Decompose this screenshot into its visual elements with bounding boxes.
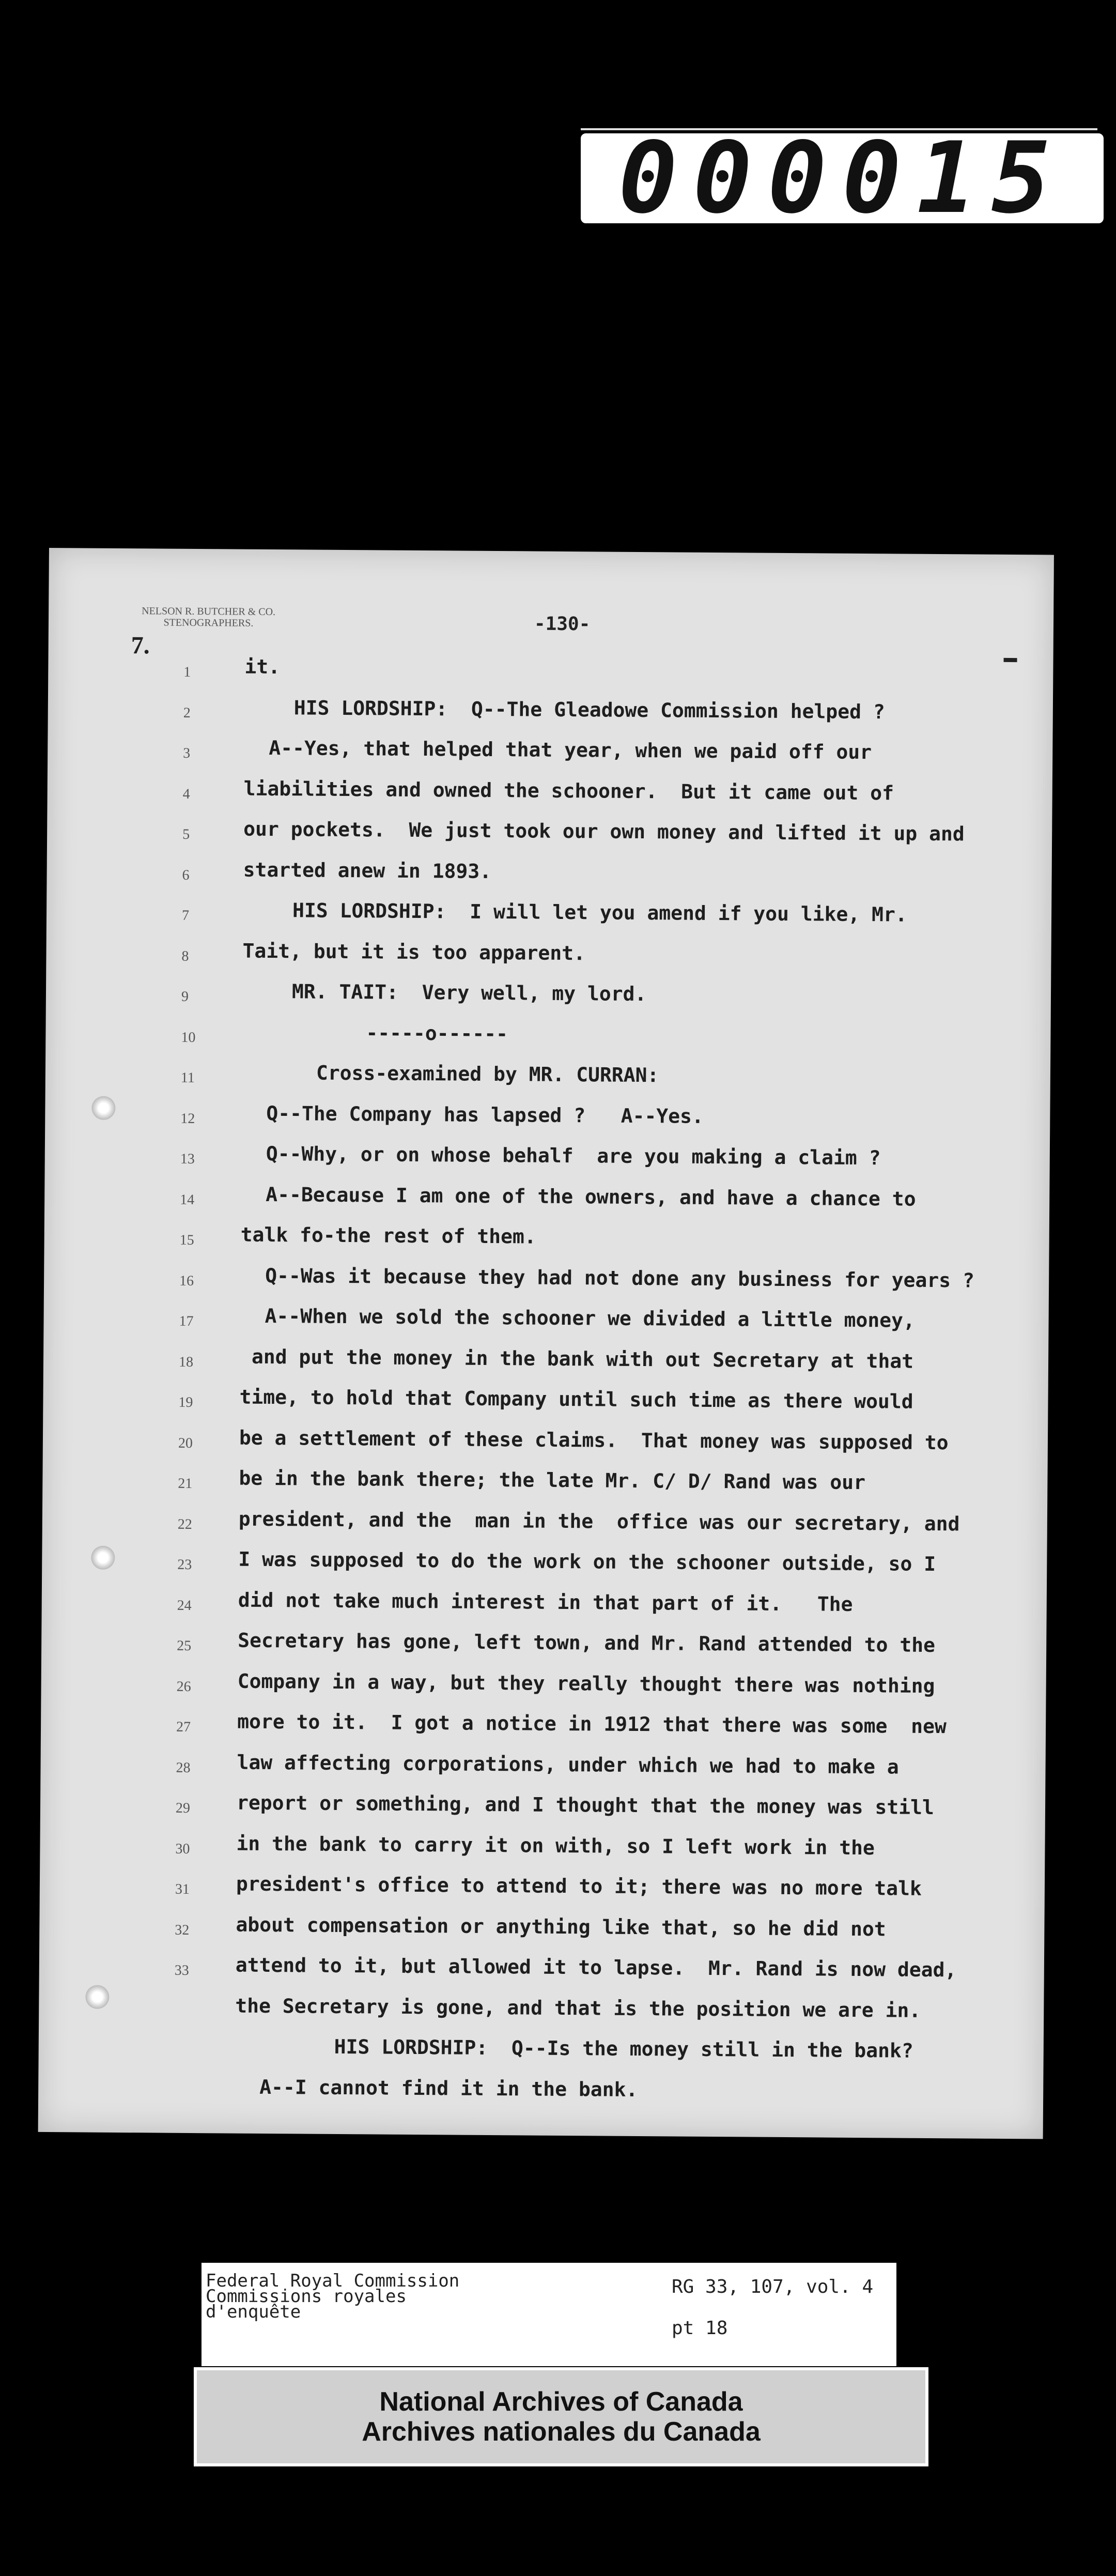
line-text: and put the money in the bank with out Secretary at that — [239, 1345, 914, 1373]
transcript-line — [43, 1424, 1048, 1473]
transcript-line — [40, 1871, 1045, 1920]
line-text: talk fo-the rest of them. — [240, 1223, 536, 1248]
line-text: attend to it, but allowed it to lapse. Mr. Rand is now dead, — [235, 1953, 957, 1982]
line-number: 25 — [177, 1637, 192, 1654]
line-number: 26 — [176, 1678, 191, 1695]
line-number: 23 — [177, 1556, 192, 1573]
line-text: law affecting corporations, under which we had to make a — [237, 1751, 899, 1778]
line-text: HIS LORDSHIP: Q--The Gleadowe Commission helped ? — [293, 696, 885, 723]
line-text: it. — [244, 655, 281, 679]
line-text: report or something, and I thought that the money was still — [236, 1791, 934, 1819]
transcript-line — [47, 775, 1052, 824]
transcript-line — [45, 1100, 1050, 1148]
transcript-line — [44, 1222, 1049, 1270]
line-number: 9 — [181, 988, 189, 1005]
line-text: Q--The Company has lapsed ? A--Yes. — [266, 1101, 704, 1128]
line-text: our pockets. We just took our own money and lifted it up and — [243, 817, 965, 846]
archive-name-en: National Archives of Canada — [379, 2387, 743, 2417]
stamp-line-1: NELSON R. BUTCHER & CO. — [142, 605, 276, 618]
frame-number-box — [581, 121, 1104, 235]
transcript-line — [46, 938, 1051, 986]
transcript-line — [47, 856, 1052, 905]
line-number: 21 — [178, 1475, 193, 1492]
line-number: 16 — [179, 1272, 194, 1289]
line-text: more to it. I got a notice in 1912 that there was some new — [237, 1710, 947, 1738]
label-line: Federal Royal Commission — [206, 2271, 460, 2291]
transcript-line — [39, 1952, 1044, 2001]
line-number: 3 — [183, 745, 191, 761]
line-text: Company in a way, but they really thought there was nothing — [237, 1669, 935, 1697]
line-number: 11 — [180, 1069, 195, 1086]
page-number: -130- — [534, 613, 591, 635]
transcript-line — [42, 1506, 1048, 1554]
line-text: A--I cannot find it in the bank. — [259, 2075, 638, 2101]
transcript-line — [44, 1181, 1050, 1230]
line-text: be a settlement of these claims. That money was supposed to — [239, 1426, 949, 1454]
transcript-line — [42, 1465, 1048, 1514]
line-text: president's office to attend to it; there was no more talk — [236, 1872, 922, 1900]
line-text: about compensation or anything like that, so he did not — [236, 1913, 886, 1940]
line-text: Secretary has gone, left town, and Mr. Rand attended to the — [238, 1629, 936, 1657]
transcript-line — [40, 1830, 1045, 1879]
line-number: 27 — [176, 1719, 191, 1735]
label-commission — [206, 2273, 459, 2320]
line-number: 17 — [179, 1313, 194, 1329]
line-number: 28 — [176, 1759, 191, 1776]
line-number: 22 — [177, 1516, 192, 1532]
line-text: Cross-examined by MR. CURRAN: — [316, 1061, 659, 1087]
stamp-line-2: STENOGRAPHERS. — [163, 617, 254, 629]
transcript-line — [41, 1587, 1047, 1635]
margin-mark: 7. — [131, 632, 150, 660]
line-number: 8 — [181, 948, 189, 964]
line-number: 6 — [182, 867, 190, 883]
line-text: HIS LORDSHIP: I will let you amend if you like, Mr. — [292, 899, 907, 926]
transcript-line — [47, 816, 1052, 865]
transcript-line — [39, 1911, 1045, 1960]
line-text: the Secretary is gone, and that is the position we are in. — [235, 1994, 921, 2022]
line-number: 13 — [180, 1151, 195, 1167]
line-text: A--Because I am one of the owners, and have a chance to — [266, 1183, 916, 1210]
line-number: 24 — [177, 1597, 192, 1614]
line-number: 12 — [180, 1110, 195, 1127]
document-page — [38, 548, 1054, 2139]
line-text: Q--Was it because they had not done any business for years ? — [265, 1264, 974, 1292]
line-text: I was supposed to do the work on the schooner outside, so I — [238, 1547, 936, 1576]
line-text: started anew in 1893. — [243, 858, 492, 883]
label-line: Commissions royales — [206, 2286, 407, 2307]
transcript-line — [44, 1141, 1050, 1189]
line-text: A--Yes, that helped that year, when we paid off our — [269, 736, 872, 764]
line-text: Q--Why, or on whose behalf are you making a claim ? — [266, 1142, 881, 1170]
archive-banner — [194, 2367, 928, 2466]
line-number: 1 — [183, 664, 191, 680]
line-text: -----o------ — [366, 1021, 508, 1045]
transcript-line — [47, 897, 1052, 946]
transcript-line — [41, 1628, 1047, 1676]
line-text: president, and the man in the office was our secretary, and — [238, 1507, 960, 1535]
transcript-line — [38, 2074, 1044, 2122]
archive-name-fr: Archives nationales du Canada — [362, 2417, 761, 2447]
line-text: HIS LORDSHIP: Q--Is the money still in the bank? — [334, 2035, 913, 2062]
line-text: liabilities and owned the schooner. But it came out of — [243, 777, 894, 804]
line-number: 14 — [180, 1191, 195, 1208]
label-part: pt 18 — [672, 2318, 728, 2339]
frame-number: 000015 — [618, 121, 1066, 235]
line-number: 5 — [182, 826, 190, 842]
archive-label — [202, 2263, 896, 2366]
line-number: 19 — [178, 1394, 193, 1410]
line-text: A--When we sold the schooner we divided a little money, — [265, 1304, 916, 1332]
transcript-line — [40, 1749, 1046, 1798]
line-text: MR. TAIT: Very well, my lord. — [291, 980, 647, 1006]
label-line: d'enquête — [206, 2302, 301, 2322]
line-number: 18 — [178, 1354, 194, 1370]
line-number: 31 — [175, 1881, 190, 1897]
line-number: 30 — [175, 1841, 190, 1857]
line-number: 7 — [181, 907, 190, 924]
line-text: be in the bank there; the late Mr. C/ D/ Rand was our — [239, 1466, 866, 1494]
line-text: time, to hold that Company until such time as there would — [239, 1385, 913, 1413]
line-number: 10 — [181, 1029, 196, 1046]
line-number: 32 — [175, 1922, 190, 1938]
transcript-line — [40, 1790, 1046, 1838]
line-number: 15 — [179, 1232, 194, 1248]
line-number: 4 — [182, 786, 190, 802]
line-text: Tait, but it is too apparent. — [242, 939, 586, 964]
line-text: did not take much interest in that part of it. The — [238, 1588, 853, 1616]
line-number: 20 — [178, 1435, 193, 1451]
line-number: 29 — [175, 1800, 191, 1816]
stenographer-stamp — [142, 605, 275, 629]
transcript-line — [44, 1262, 1049, 1311]
transcript-line — [42, 1546, 1047, 1595]
line-number: 33 — [174, 1962, 189, 1979]
line-number: 2 — [183, 704, 191, 721]
line-text: in the bank to carry it on with, so I left work in the — [236, 1832, 875, 1859]
label-reference: RG 33, 107, vol. 4 — [672, 2276, 874, 2297]
